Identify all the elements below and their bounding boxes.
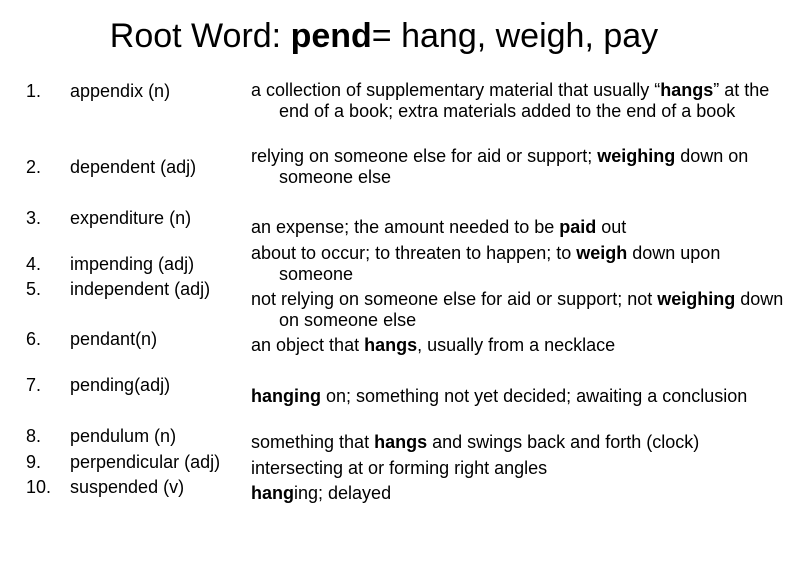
- entry-number: 4.: [26, 254, 42, 274]
- slide-title: [0, 14, 768, 58]
- title-root: pend: [290, 17, 372, 55]
- entry-number: 3.: [26, 208, 42, 228]
- definition-text: on; something not yet decided; awaiting a conclusion: [321, 386, 748, 406]
- entry-word: pending(adj): [70, 375, 171, 395]
- entry-number: 10.: [26, 477, 52, 497]
- definition-text: intersecting at or forming right angles: [251, 458, 548, 478]
- title-suffix: = hang, weigh, pay: [371, 17, 659, 55]
- entry-number: 9.: [26, 452, 42, 472]
- root-emphasis: weigh: [576, 243, 628, 263]
- entry-word: impending (adj): [70, 254, 195, 274]
- entry-number: 1.: [26, 81, 42, 101]
- entry-definition: [251, 80, 787, 122]
- definition-text: down on someone else: [279, 289, 784, 330]
- entry-number: 2.: [26, 157, 42, 177]
- definition-text: not relying on someone else for aid or support; not: [251, 289, 658, 309]
- root-emphasis: hangs: [364, 335, 418, 355]
- entry-definition: [251, 458, 787, 479]
- root-emphasis: hangs: [374, 432, 428, 452]
- root-emphasis: hangs: [660, 80, 714, 100]
- root-emphasis: hanging: [251, 386, 321, 406]
- entry-definition: [251, 146, 787, 188]
- definition-text: relying on someone else for aid or support;: [251, 146, 598, 166]
- definition-text: down upon someone: [279, 243, 721, 284]
- entry-definition: [251, 386, 787, 407]
- definition-text: an object that: [251, 335, 365, 355]
- definition-text: ing; delayed: [294, 483, 392, 503]
- entry-number: 5.: [26, 279, 42, 299]
- definition-text: out: [596, 217, 627, 237]
- definition-text: something that: [251, 432, 375, 452]
- definition-text: an expense; the amount needed to be: [251, 217, 560, 237]
- entry-word: suspended (v): [70, 477, 185, 497]
- entry-definition: [251, 243, 787, 285]
- entry-word: perpendicular (adj): [70, 452, 221, 472]
- entry-word: dependent (adj): [70, 157, 197, 177]
- definition-text: , usually from a necklace: [417, 335, 616, 355]
- definition-text: down on someone else: [279, 146, 749, 187]
- root-emphasis: hang: [251, 483, 294, 503]
- root-emphasis: paid: [559, 217, 597, 237]
- entry-word: pendant(n): [70, 329, 158, 349]
- definition-text: and swings back and forth (clock): [427, 432, 700, 452]
- entry-number: 8.: [26, 426, 42, 446]
- entry-word: independent (adj): [70, 279, 211, 299]
- entry-definition: [251, 289, 787, 331]
- entry-definition: [251, 217, 787, 238]
- entry-definition: [251, 432, 787, 453]
- title-prefix: Root Word:: [109, 17, 291, 55]
- entry-definition: [251, 483, 787, 504]
- root-emphasis: weighing: [657, 289, 736, 309]
- definition-text: a collection of supplementary material that usually “: [251, 80, 661, 100]
- entry-word: pendulum (n): [70, 426, 177, 446]
- definition-text: ” at the end of a book; extra materials added to the end of a book: [279, 80, 770, 121]
- root-emphasis: weighing: [597, 146, 676, 166]
- entry-definition: [251, 335, 787, 356]
- definition-text: about to occur; to threaten to happen; to: [251, 243, 577, 263]
- entry-word: expenditure (n): [70, 208, 192, 228]
- entry-number: 6.: [26, 329, 42, 349]
- entry-word: appendix (n): [70, 81, 171, 101]
- entry-number: 7.: [26, 375, 42, 395]
